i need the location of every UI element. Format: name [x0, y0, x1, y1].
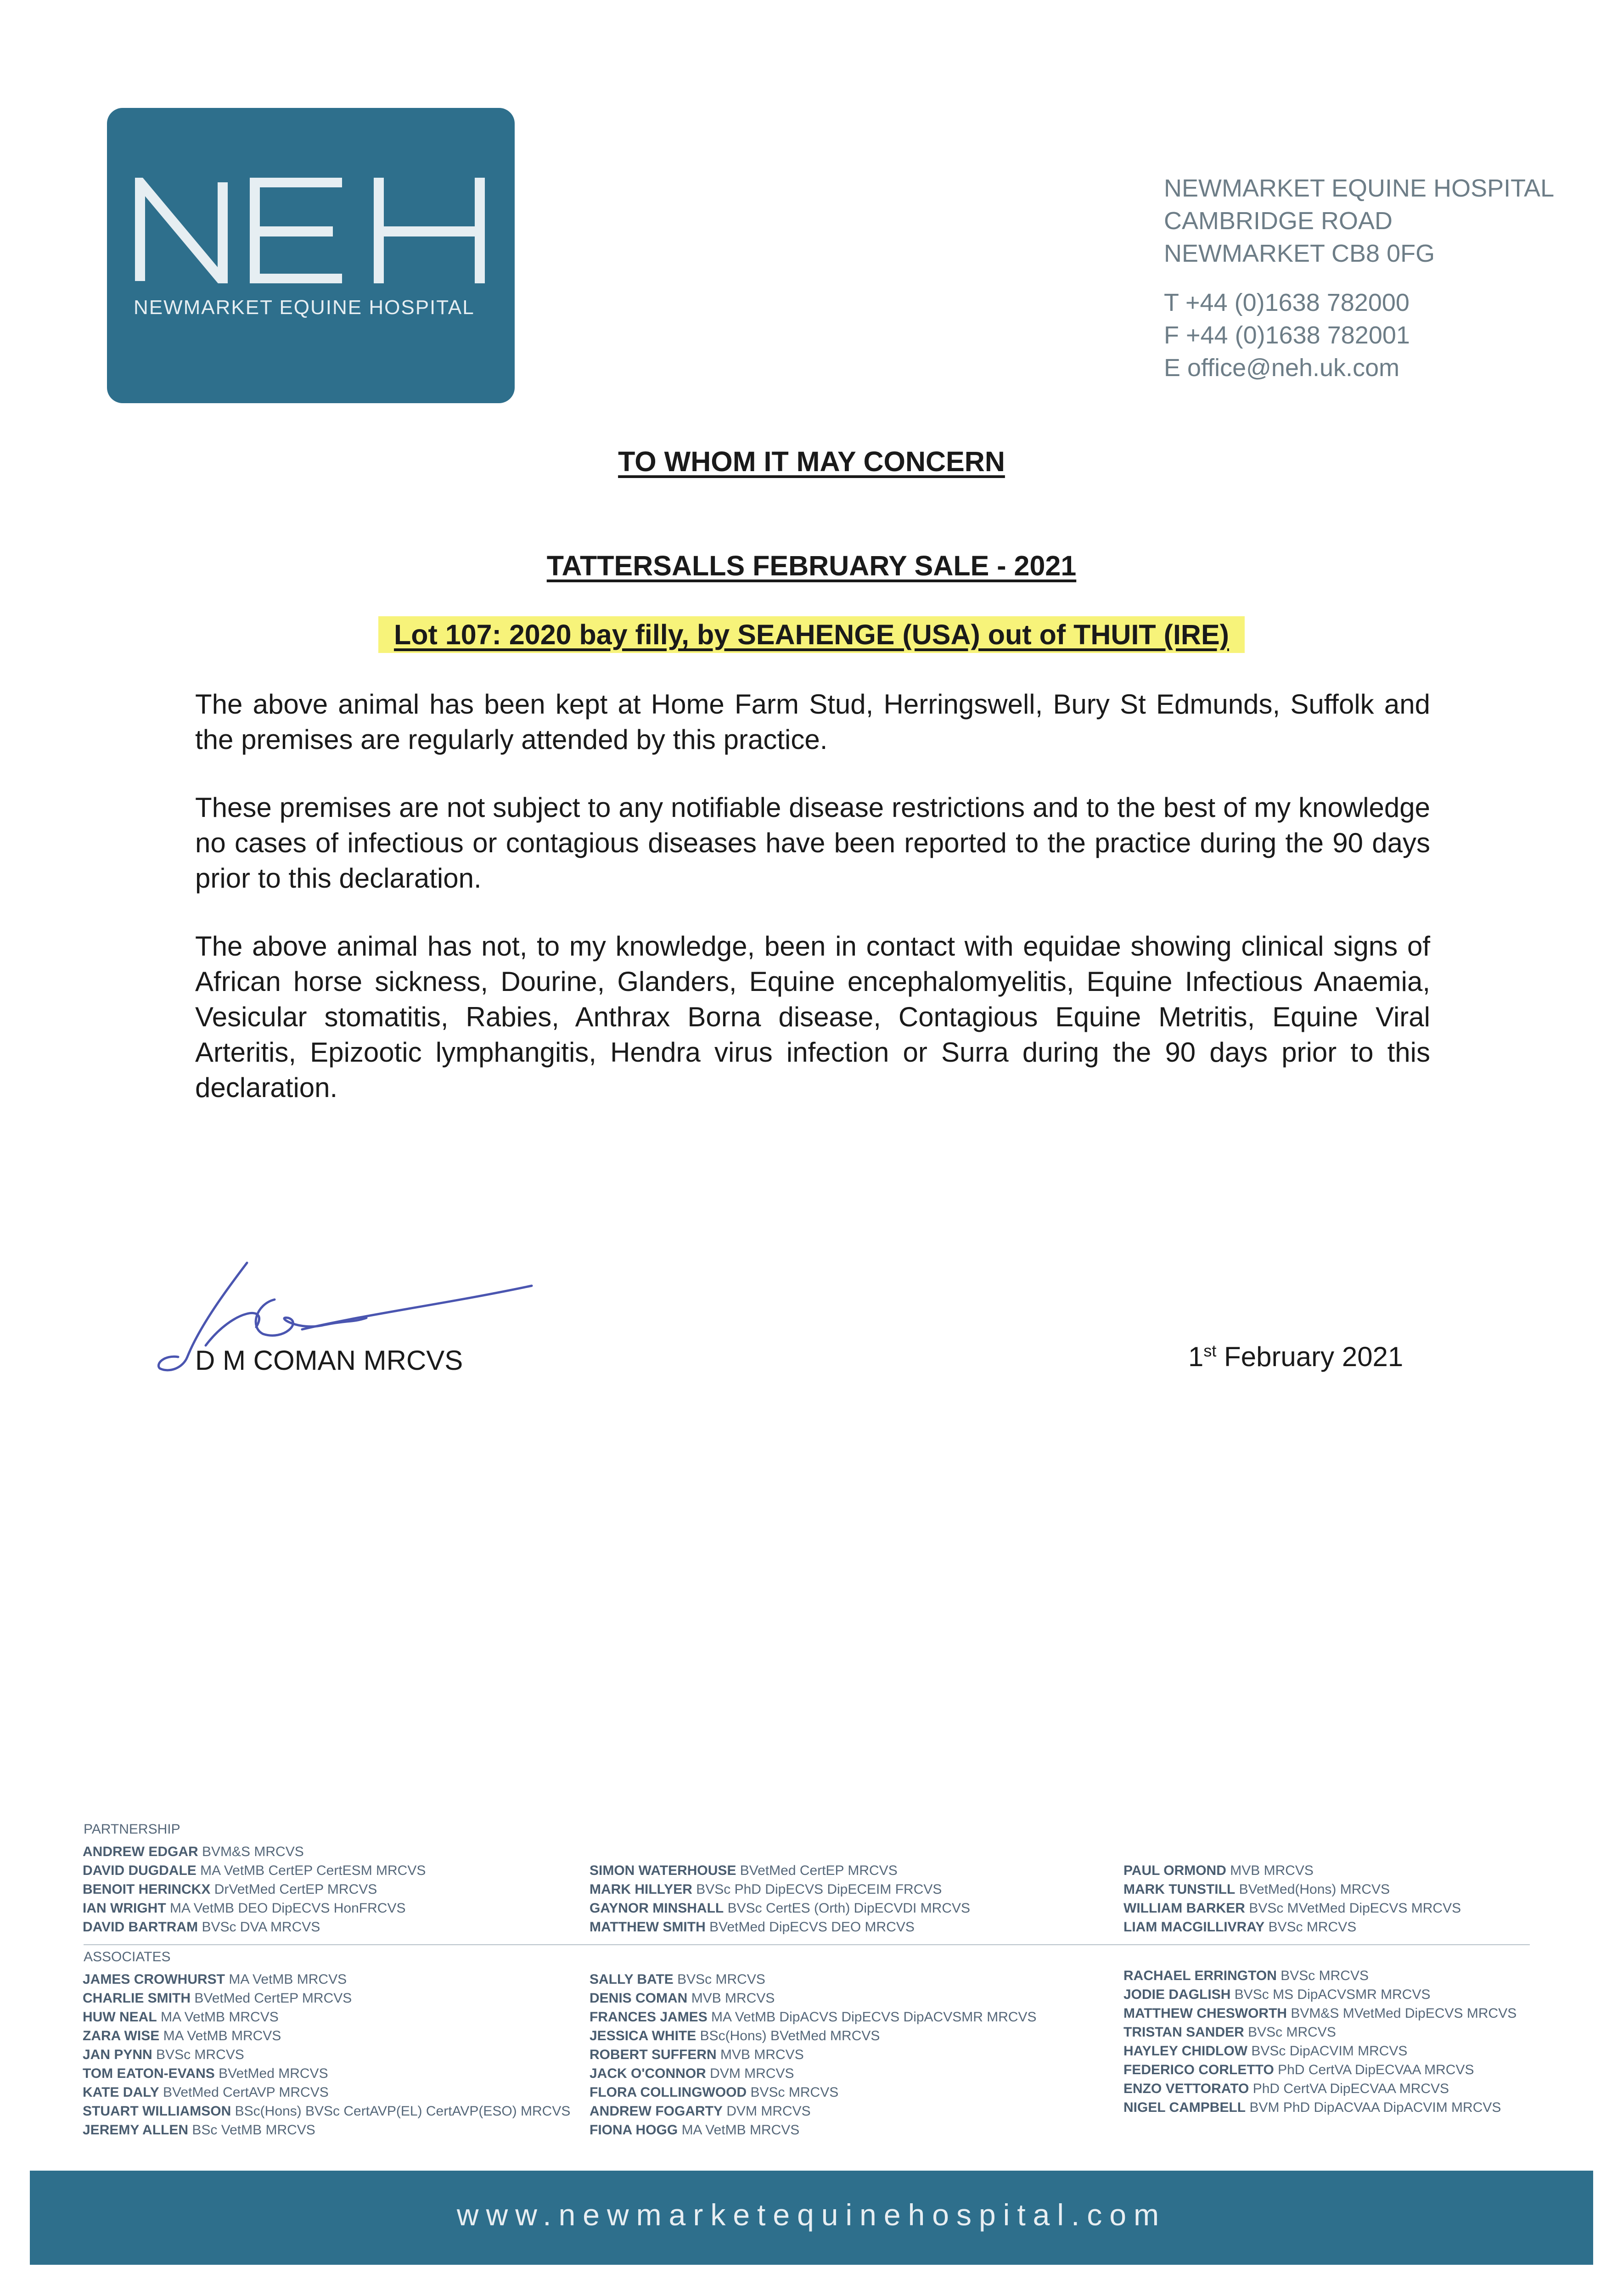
staff-qualifications: BVSc MRCVS [156, 2047, 244, 2062]
staff-qualifications: MA VetMB DEO DipECVS HonFRCVS [169, 1901, 406, 1916]
staff-member [1123, 1966, 1516, 1985]
staff-member [1123, 2060, 1516, 2079]
staff-name: RACHAEL ERRINGTON [1123, 1968, 1277, 1983]
paragraph-3: The above animal has not, to my knowledge, been in contact with equidae showing clinical signs of African horse sickness, Dourine, Glanders, Equine encephalomyelitis, Equine Infectious Anaemia, Vesicular stomatitis, Rabies, Anthrax Borna disease, Contagious Equine Metritis, Equine Viral Arteritis, Epizootic lymphangitis, Hendra virus infection or Surra during the 90 days prior to this declaration. [195, 931, 1430, 1103]
staff-qualifications: MA VetMB MRCVS [163, 2028, 281, 2043]
staff-member [590, 2102, 1037, 2121]
staff-name: LIAM MACGILLIVRAY [1123, 1919, 1265, 1935]
heading-sale-text: TATTERSALLS FEBRUARY SALE - 2021 [546, 550, 1077, 581]
staff-member [83, 2083, 570, 2102]
staff-qualifications: MA VetMB MRCVS [681, 2122, 800, 2138]
logo-letter-h [379, 178, 480, 283]
staff-name: FIONA HOGG [590, 2122, 678, 2138]
staff-name: MARK HILLYER [590, 1882, 692, 1897]
staff-qualifications: BVSc DipACVIM MRCVS [1251, 2043, 1408, 2059]
staff-qualifications: BVetMed CertAVP MRCVS [163, 2085, 329, 2100]
staff-qualifications: MVB MRCVS [1230, 1863, 1314, 1878]
staff-member [1123, 1899, 1461, 1918]
associates-column-3 [1123, 1966, 1516, 2117]
staff-member [590, 1899, 970, 1918]
staff-member [83, 2026, 570, 2045]
staff-qualifications: BVSc MS DipACVSMR MRCVS [1234, 1987, 1431, 2002]
staff-name: JESSICA WHITE [590, 2028, 696, 2043]
staff-name: JAN PYNN [83, 2047, 152, 2062]
staff-member [83, 1918, 426, 1936]
staff-member [83, 1989, 570, 2008]
partners-column-1 [83, 1842, 426, 1936]
staff-member [1123, 1918, 1461, 1936]
staff-member [590, 2064, 1037, 2083]
associates-column-1 [83, 1970, 570, 2139]
staff-qualifications: DrVetMed CertEP MRCVS [214, 1882, 377, 1897]
staff-qualifications: BVSc MRCVS [1280, 1968, 1369, 1983]
staff-qualifications: MVB MRCVS [691, 1991, 775, 2006]
staff-member [590, 1989, 1037, 2008]
staff-member [590, 1880, 970, 1899]
staff-qualifications: PhD CertVA DipECVAA MRCVS [1252, 2081, 1449, 2096]
signer-name: D M COMAN MRCVS [195, 1345, 463, 1376]
staff-qualifications: BVSc MRCVS [1268, 1919, 1357, 1935]
address-fax: F +44 (0)1638 782001 [1164, 321, 1410, 349]
staff-name: MATTHEW CHESWORTH [1123, 2006, 1287, 2021]
staff-qualifications: BSc(Hons) BVSc CertAVP(EL) CertAVP(ESO) MRCVS [235, 2104, 571, 2119]
staff-member [590, 2045, 1037, 2064]
staff-name: GAYNOR MINSHALL [590, 1901, 724, 1916]
staff-member [590, 1861, 970, 1880]
staff-qualifications: BVSc MRCVS [677, 1972, 765, 1987]
staff-qualifications: MA VetMB CertEP CertESM MRCVS [200, 1863, 426, 1878]
staff-name: JAMES CROWHURST [83, 1972, 225, 1987]
staff-name: HAYLEY CHIDLOW [1123, 2043, 1248, 2059]
staff-name: ENZO VETTORATO [1123, 2081, 1249, 2096]
staff-member [1123, 2023, 1516, 2042]
staff-qualifications: MA VetMB MRCVS [161, 2009, 279, 2025]
staff-divider [84, 1944, 1530, 1945]
staff-name: MARK TUNSTILL [1123, 1882, 1236, 1897]
logo-letter-n [140, 182, 223, 281]
staff-name: STUART WILLIAMSON [83, 2104, 231, 2119]
staff-member [83, 2121, 570, 2139]
staff-name: HUW NEAL [83, 2009, 157, 2025]
staff-name: MATTHEW SMITH [590, 1919, 706, 1935]
staff-name: DENIS COMAN [590, 1991, 688, 2006]
staff-member [590, 1970, 1037, 1989]
date-day: 1 [1188, 1341, 1204, 1372]
heading-lot [0, 619, 1623, 651]
staff-member [83, 2102, 570, 2121]
staff-member [590, 1918, 970, 1936]
staff-member [83, 2008, 570, 2026]
staff-qualifications: BSc VetMB MRCVS [192, 2122, 315, 2138]
staff-name: BENOIT HERINCKX [83, 1882, 211, 1897]
partners-column-2 [590, 1861, 970, 1936]
staff-qualifications: BVSc CertES (Orth) DipECVDI MRCVS [727, 1901, 971, 1916]
address-line-1: NEWMARKET EQUINE HOSPITAL [1164, 174, 1555, 202]
staff-name: WILLIAM BARKER [1123, 1901, 1245, 1916]
partners-column-3 [1123, 1861, 1461, 1936]
heading-to-whom-text: TO WHOM IT MAY CONCERN [618, 446, 1005, 477]
staff-name: NIGEL CAMPBELL [1123, 2100, 1246, 2115]
staff-name: ANDREW EDGAR [83, 1844, 198, 1859]
staff-name: SALLY BATE [590, 1972, 674, 1987]
staff-member [590, 2008, 1037, 2026]
staff-qualifications: PhD CertVA DipECVAA MRCVS [1278, 2062, 1474, 2077]
letter-body [195, 687, 1430, 1138]
staff-name: DAVID DUGDALE [83, 1863, 197, 1878]
heading-lot-highlight: Lot 107: 2020 bay filly, by SEAHENGE (USA) out of THUIT (IRE) [378, 616, 1245, 653]
staff-qualifications: BVetMed(Hons) MRCVS [1239, 1882, 1390, 1897]
staff-name: ZARA WISE [83, 2028, 160, 2043]
staff-qualifications: BVetMed MRCVS [219, 2066, 328, 2081]
staff-member [1123, 2042, 1516, 2060]
footer-bar [30, 2171, 1593, 2265]
date-suffix: st [1203, 1341, 1217, 1360]
staff-qualifications: DVM MRCVS [726, 2104, 811, 2119]
associates-column-2 [590, 1970, 1037, 2139]
staff-qualifications: BVM&S MVetMed DipECVS MRCVS [1291, 2006, 1517, 2021]
heading-sale [0, 550, 1623, 582]
staff-name: JEREMY ALLEN [83, 2122, 189, 2138]
date-rest: February 2021 [1216, 1341, 1404, 1372]
staff-name: DAVID BARTRAM [83, 1919, 198, 1935]
letter-date [1188, 1341, 1403, 1373]
staff-name: JACK O'CONNOR [590, 2066, 706, 2081]
staff-name: FLORA COLLINGWOOD [590, 2085, 747, 2100]
staff-name: IAN WRIGHT [83, 1901, 166, 1916]
staff-member [83, 1970, 570, 1989]
footer-website-link[interactable]: www.newmarketequinehospital.com [456, 2198, 1167, 2232]
address-phone: T +44 (0)1638 782000 [1164, 289, 1410, 316]
staff-name: ROBERT SUFFERN [590, 2047, 717, 2062]
staff-name: ANDREW FOGARTY [590, 2104, 723, 2119]
staff-name: JODIE DAGLISH [1123, 1987, 1231, 2002]
staff-member [1123, 1861, 1461, 1880]
staff-name: PAUL ORMOND [1123, 1863, 1226, 1878]
hospital-address [1164, 172, 1554, 384]
staff-member [1123, 1880, 1461, 1899]
staff-member [83, 1899, 426, 1918]
staff-member [590, 2083, 1037, 2102]
staff-qualifications: MVB MRCVS [720, 2047, 804, 2062]
staff-member [590, 2121, 1037, 2139]
heading-to-whom [0, 445, 1623, 478]
staff-qualifications: BVetMed DipECVS DEO MRCVS [709, 1919, 915, 1935]
staff-member [590, 2026, 1037, 2045]
staff-name: KATE DALY [83, 2085, 159, 2100]
staff-member [83, 2064, 570, 2083]
logo-letter-e [255, 182, 342, 279]
staff-qualifications: MA VetMB MRCVS [229, 1972, 347, 1987]
staff-member [83, 1861, 426, 1880]
staff-name: TOM EATON-EVANS [83, 2066, 215, 2081]
staff-member [1123, 2079, 1516, 2098]
neh-logo-mark [131, 178, 489, 283]
staff-qualifications: BVM&S MRCVS [202, 1844, 304, 1859]
partnership-title: PARTNERSHIP [84, 1822, 180, 1837]
address-email[interactable]: E office@neh.uk.com [1164, 354, 1400, 382]
staff-member [83, 1842, 426, 1861]
hospital-logo [107, 108, 515, 403]
staff-qualifications: BVSc MRCVS [1248, 2025, 1336, 2040]
logo-hospital-name: NEWMARKET EQUINE HOSPITAL [134, 296, 475, 319]
staff-qualifications: BSc(Hons) BVetMed MRCVS [700, 2028, 880, 2043]
staff-member [83, 1880, 426, 1899]
staff-qualifications: BVSc MRCVS [750, 2085, 839, 2100]
associates-title: ASSOCIATES [84, 1949, 171, 1964]
staff-qualifications: BVM PhD DipACVAA DipACVIM MRCVS [1249, 2100, 1501, 2115]
address-line-2: CAMBRIDGE ROAD [1164, 207, 1393, 235]
paragraph-2: These premises are not subject to any notifiable disease restrictions and to the best of my knowledge no cases of infectious or contagious diseases have been reported to the practice during the 90 days prior to this declaration. [195, 792, 1430, 894]
staff-member [1123, 2098, 1516, 2117]
staff-qualifications: BVSc PhD DipECVS DipECEIM FRCVS [696, 1882, 942, 1897]
staff-member [1123, 2004, 1516, 2023]
address-line-3: NEWMARKET CB8 0FG [1164, 240, 1435, 267]
staff-member [83, 2045, 570, 2064]
staff-qualifications: BVSc MVetMed DipECVS MRCVS [1249, 1901, 1461, 1916]
paragraph-1: The above animal has been kept at Home Farm Stud, Herringswell, Bury St Edmunds, Suffolk and the premises are regularly attended by this practice. [195, 689, 1430, 755]
staff-name: FEDERICO CORLETTO [1123, 2062, 1274, 2077]
staff-name: TRISTAN SANDER [1123, 2025, 1244, 2040]
staff-qualifications: BVetMed CertEP MRCVS [740, 1863, 898, 1878]
staff-qualifications: MA VetMB DipACVS DipECVS DipACVSMR MRCVS [711, 2009, 1037, 2025]
staff-name: FRANCES JAMES [590, 2009, 708, 2025]
staff-qualifications: BVetMed CertEP MRCVS [194, 1991, 352, 2006]
staff-qualifications: DVM MRCVS [710, 2066, 794, 2081]
staff-member [1123, 1985, 1516, 2004]
staff-qualifications: BVSc DVA MRCVS [202, 1919, 320, 1935]
staff-name: CHARLIE SMITH [83, 1991, 191, 2006]
staff-name: SIMON WATERHOUSE [590, 1863, 736, 1878]
